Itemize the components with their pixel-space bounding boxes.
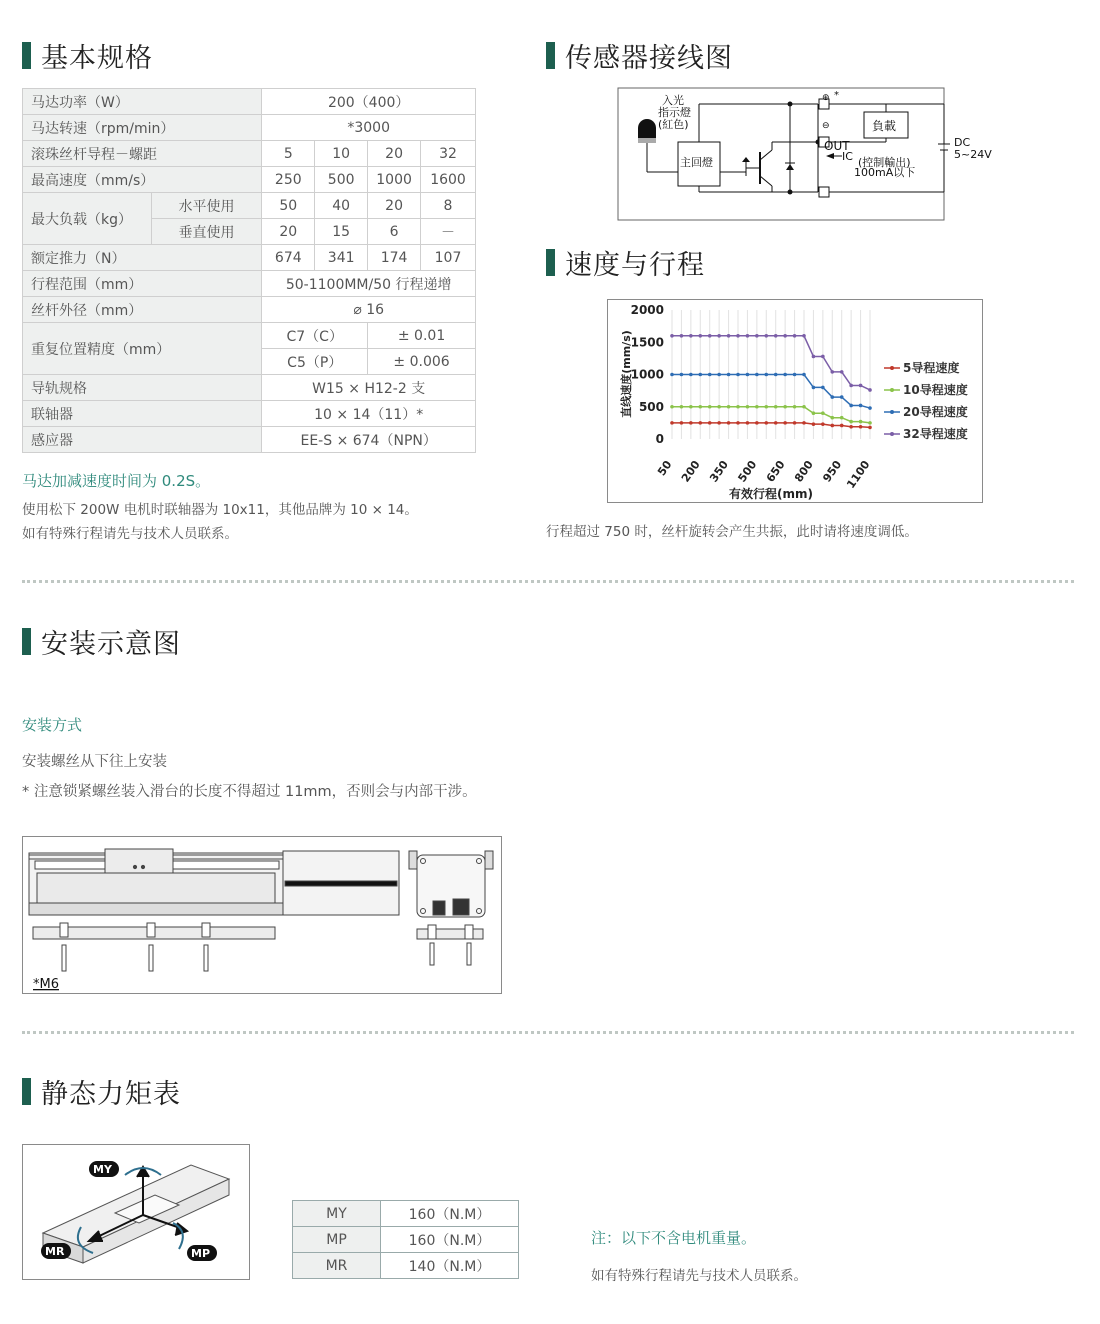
data-point [859,425,863,429]
divider [22,1031,1074,1034]
table-row [23,89,476,115]
row-value: 200（400） [262,89,476,115]
data-point [746,373,750,377]
data-point [736,373,740,377]
data-point [717,421,721,425]
data-point [680,373,684,377]
x-axis-title: 有效行程(mm) [729,487,813,501]
torque-value: 160（N.M） [381,1201,519,1227]
spec-title-text: 基本规格 [41,43,153,74]
data-point [830,416,834,420]
data-point [736,421,740,425]
data-point [755,373,759,377]
light-label: 入光 [662,94,684,107]
series-line [672,375,870,409]
contact-note: 如有特殊行程请先与技术人员联系。 [22,526,238,542]
row-label: 最大负载（kg） [23,193,152,245]
table-row [23,401,476,427]
data-point [812,411,816,415]
install-title-text: 安装示意图 [41,629,181,660]
badge-mp: MP [191,1247,211,1260]
row-label: 联轴器 [23,401,262,427]
speed-section-title [546,243,705,282]
data-point [830,424,834,428]
motor-end-view [409,851,493,917]
mounting-plate [33,927,483,939]
light-label: (紅色) [658,118,689,131]
cell: 40 [315,193,368,219]
badge-my: MY [93,1163,112,1176]
title-bar [22,628,31,655]
table-row [23,245,476,271]
data-point [764,405,768,409]
title-bar [546,249,555,276]
table-row [23,115,476,141]
row-label: 马达功率（W） [23,89,262,115]
data-point [774,334,778,338]
data-point [670,421,674,425]
cell: C7（C） [262,323,368,349]
badge-mr: MR [45,1245,65,1258]
ic-label: IC [842,150,853,163]
data-point [698,405,702,409]
data-point [830,370,834,374]
legend-marker [890,410,894,414]
data-point [698,373,702,377]
row-value: ⌀ 16 [262,297,476,323]
table-row [23,271,476,297]
table-row [23,141,476,167]
y-tick-label: 1500 [630,335,664,350]
speed-note: 行程超过 750 时，丝杆旋转会产生共振，此时请将速度调低。 [546,524,918,540]
data-point [717,373,721,377]
data-point [868,421,872,425]
series-line [672,336,870,390]
data-point [764,421,768,425]
table-row [23,297,476,323]
row-label: 导轨规格 [23,375,262,401]
table-row [293,1253,519,1279]
row-value: EE-S × 674（NPN） [262,427,476,453]
y-axis-title: 直线速度(mm/s) [620,330,633,418]
torque-key: MR [293,1253,381,1279]
table-row [23,193,476,219]
zener-icon [742,104,795,192]
row-label: 额定推力（N） [23,245,262,271]
data-point [727,373,731,377]
data-point [849,384,853,388]
speed-title-text: 速度与行程 [565,250,705,281]
data-point [812,422,816,426]
actuator-body [29,849,399,915]
row-label: 感应器 [23,427,262,453]
data-point [821,422,825,426]
torque-key: MP [293,1227,381,1253]
data-point [755,334,759,338]
legend-marker [890,388,894,392]
table-row [23,167,476,193]
data-point [783,334,787,338]
sensor-section-title [546,36,733,75]
current-label: 100mA以下 [854,166,916,179]
legend-marker [890,432,894,436]
data-point [689,405,693,409]
light-label: 指示燈 [658,106,691,119]
data-point [849,404,853,408]
data-point [793,421,797,425]
cell: 674 [262,245,315,271]
data-point [764,334,768,338]
data-point [812,386,816,390]
y-tick-label: 0 [655,432,664,446]
minus-mark: ⊖ [822,121,830,131]
data-point [708,334,712,338]
speed-stroke-chart [608,300,982,502]
data-point [859,420,863,424]
data-point [717,405,721,409]
data-point [670,373,674,377]
sub-label: 垂直使用 [151,219,262,245]
row-value: W15 × H12-2 支 [262,375,476,401]
load-label: 負載 [872,119,897,133]
install-line2: * 注意锁紧螺丝装入滑台的长度不得超过 11mm，否则会与内部干涉。 [22,784,477,800]
data-point [849,420,853,424]
torque-figure-frame [22,1144,250,1280]
cell: 10 [315,141,368,167]
legend-label: 5导程速度 [903,361,960,375]
row-label: 丝杆外径（mm） [23,297,262,323]
data-point [802,334,806,338]
legend-label: 10导程速度 [903,383,968,397]
cell: 107 [421,245,476,271]
data-point [859,384,863,388]
legend-label: 32导程速度 [903,427,968,441]
data-point [868,406,872,410]
x-tick-label: 500 [735,458,760,485]
data-point [698,334,702,338]
torque-key: MY [293,1201,381,1227]
title-bar [546,42,555,69]
data-point [755,421,759,425]
sub-label: 水平使用 [151,193,262,219]
screw-label: *M6 [33,977,59,992]
row-value: *3000 [262,115,476,141]
data-point [727,421,731,425]
install-line1: 安装螺丝从下往上安装 [22,754,167,770]
data-point [764,373,768,377]
data-point [793,373,797,377]
cell: C5（P） [262,349,368,375]
data-point [783,373,787,377]
accel-note: 马达加减速度时间为 0.2S。 [22,472,211,490]
row-value: 10 × 14（11）* [262,401,476,427]
torque-contact: 如有特殊行程请先与技术人员联系。 [591,1268,807,1284]
table-row [23,427,476,453]
torque-figure [23,1145,249,1279]
data-point [821,386,825,390]
data-point [840,395,844,399]
cell: 500 [315,167,368,193]
cell: － [421,219,476,245]
data-point [670,405,674,409]
data-point [859,404,863,408]
data-point [793,334,797,338]
cell: 8 [421,193,476,219]
data-point [774,373,778,377]
table-row [293,1227,519,1253]
data-point [802,373,806,377]
data-point [774,421,778,425]
torque-title-text: 静态力矩表 [41,1079,181,1110]
y-tick-label: 1000 [630,367,664,382]
data-point [727,405,731,409]
data-point [689,421,693,425]
coupling-note: 使用松下 200W 电机时联轴器为 10x11，其他品牌为 10 × 14。 [22,502,418,518]
data-point [802,405,806,409]
plus-mark: ⊕ [822,93,830,103]
cell: ± 0.01 [368,323,476,349]
data-point [746,334,750,338]
cell: 341 [315,245,368,271]
table-row [23,323,476,349]
voltage-label: 5~24V [954,148,992,161]
row-label: 重复位置精度（mm） [23,323,262,375]
spec-table [22,88,476,453]
data-point [746,421,750,425]
data-point [840,416,844,420]
data-point [717,334,721,338]
data-point [821,411,825,415]
data-point [830,395,834,399]
torque-value: 140（N.M） [381,1253,519,1279]
y-tick-label: 500 [638,399,664,414]
data-point [849,425,853,429]
divider [22,580,1074,583]
data-point [746,405,750,409]
table-row [23,375,476,401]
data-point [868,426,872,430]
data-point [708,421,712,425]
legend-label: 20导程速度 [903,405,968,419]
data-point [868,388,872,392]
data-point [755,405,759,409]
cell: 32 [421,141,476,167]
x-tick-label: 1100 [844,458,873,491]
sensor-wiring-diagram [600,84,1020,228]
x-tick-label: 200 [678,458,703,485]
out-label: OUT [824,139,850,153]
spec-section-title [22,36,153,75]
data-point [783,405,787,409]
row-label: 行程范围（mm） [23,271,262,297]
torque-note: 注：以下不含电机重量。 [591,1229,757,1247]
torque-section-title [22,1072,181,1111]
data-point [736,405,740,409]
sensor-title-text: 传感器接线图 [565,43,733,74]
data-point [680,334,684,338]
data-point [736,334,740,338]
torque-value: 160（N.M） [381,1227,519,1253]
data-point [840,424,844,428]
table-row [293,1201,519,1227]
data-point [680,421,684,425]
title-bar [22,1078,31,1105]
cell: 1600 [421,167,476,193]
cell: ± 0.006 [368,349,476,375]
led-icon [638,119,656,143]
x-tick-label: 50 [655,458,675,479]
dc-label: DC [954,136,971,149]
cell: 20 [368,141,421,167]
data-point [812,355,816,359]
torque-table [292,1200,519,1279]
data-point [840,370,844,374]
cell: 250 [262,167,315,193]
cell: 5 [262,141,315,167]
legend-marker [890,366,894,370]
data-point [783,421,787,425]
data-point [689,334,693,338]
data-point [680,405,684,409]
install-section-title [22,622,181,661]
x-tick-label: 350 [707,458,732,485]
row-value: 50-1100MM/50 行程递增 [262,271,476,297]
cell: 15 [315,219,368,245]
speed-chart-frame [607,299,983,503]
cell: 20 [262,219,315,245]
cell: 20 [368,193,421,219]
data-point [802,421,806,425]
data-point [821,355,825,359]
cell: 6 [368,219,421,245]
cell: 50 [262,193,315,219]
install-drawing-frame [22,836,502,994]
data-point [793,405,797,409]
data-point [708,373,712,377]
data-point [708,405,712,409]
title-bar [22,42,31,69]
x-tick-label: 650 [763,458,788,485]
row-label: 马达转速（rpm/min） [23,115,262,141]
row-label: 滚珠丝杆导程－螺距 [23,141,262,167]
control-output-label: (控制輸出) [858,156,911,169]
transistor-icon [746,142,818,192]
star-mark: * [834,90,839,101]
data-point [774,405,778,409]
install-drawing [23,837,501,993]
install-subtitle: 安装方式 [22,716,83,734]
data-point [689,373,693,377]
x-tick-label: 950 [820,458,845,485]
x-tick-label: 800 [792,458,816,485]
data-point [727,334,731,338]
data-point [670,334,674,338]
main-circuit-label: 主回燈 [680,156,713,169]
cell: 174 [368,245,421,271]
row-label: 最高速度（mm/s） [23,167,262,193]
data-point [698,421,702,425]
series-line [672,407,870,423]
cell: 1000 [368,167,421,193]
y-tick-label: 2000 [630,303,664,317]
